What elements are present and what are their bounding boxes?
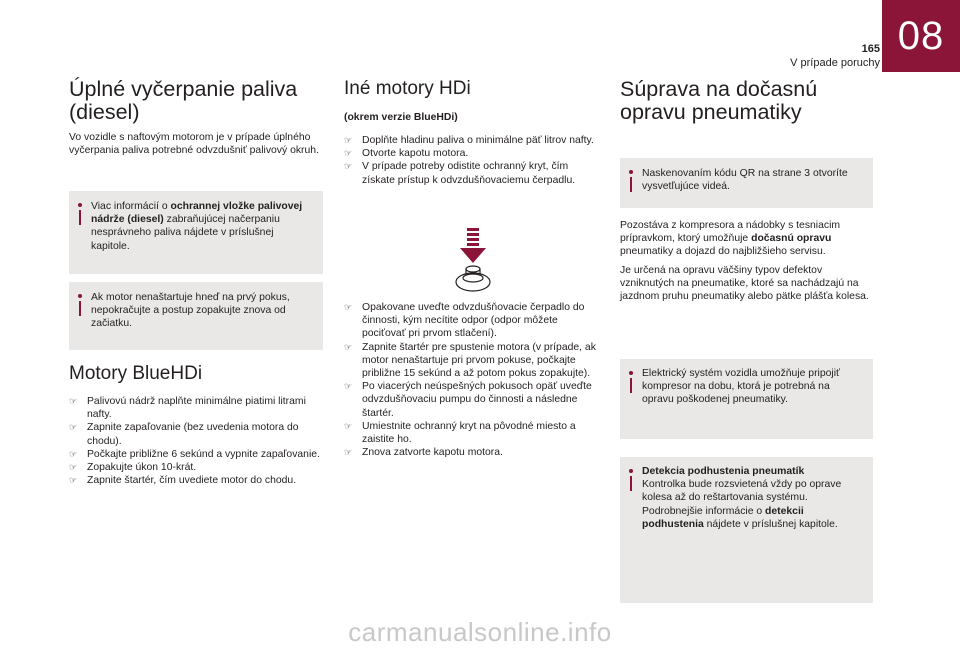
info-text: Naskenovaním kódu QR na strane 3 otvoríte vysvetľujúce videá. xyxy=(642,168,848,193)
info-box-fuel-filler xyxy=(69,191,323,274)
watermark: carmanualsonline.info xyxy=(348,617,612,647)
bluehdi-steps xyxy=(69,395,324,487)
list-item: ☞ Opakovane uveďte odvzdušňovacie čerpadlo do činnosti, kým necítite odpor (odpor môžete pociťovať pri prvom stlačení). xyxy=(344,302,585,340)
subtitle-except-bluehdi: (okrem verzie BlueHDi) xyxy=(344,112,458,123)
title-line-1: Súprava na dočasnú xyxy=(620,77,818,101)
chapter-tab: 08 xyxy=(882,0,960,72)
info-text: Viac informácií o ochrannej vložke palivovej nádrže (diesel) zabraňujúcej načerpaniu nesprávneho paliva nájdete v príslušnej kapitole. xyxy=(91,201,303,252)
list-item: ☞ Doplňte hladinu paliva o minimálne päť litrov nafty. xyxy=(344,135,594,146)
section-title-bluehdi: Motory BlueHDi xyxy=(69,363,203,384)
info-text: Elektrický systém vozidla umožňuje pripojiť kompresor na dobu, ktorá je potrebná na opravu poškodenej pneumatiky. xyxy=(642,368,840,406)
page-number: 165 xyxy=(861,43,880,55)
title-line-1: Úplné vyčerpanie paliva xyxy=(69,77,298,101)
info-text: Ak motor nenaštartuje hneď na prvý pokus, nepokračujte a postup zopakujte znova od začiatku. xyxy=(91,292,290,330)
list-item: ☞ Umiestnite ochranný kryt na pôvodné miesto a zaistite ho. xyxy=(344,420,576,446)
info-icon xyxy=(627,371,635,393)
list-item: ☞ Zapnite zapaľovanie (bez uvedenia motora do chodu). xyxy=(69,422,299,447)
pump-knob-icon xyxy=(456,266,490,291)
title-line-2: (diesel) xyxy=(69,100,140,124)
title-other-hdi: Iné motory HDi xyxy=(344,78,471,99)
title-fuel-exhaustion xyxy=(69,78,324,124)
list-item: ☞ Po viacerých neúspešných pokusoch opäť uveďte odvzdušňovaciu pumpu do činnosti a následne štartér. xyxy=(344,381,592,419)
info-text: Podrobnejšie informácie o detekcii podhustenia nájdete v príslušnej kapitole. xyxy=(642,505,838,530)
press-arrow-icon xyxy=(460,228,486,263)
info-icon xyxy=(627,469,635,491)
info-icon xyxy=(627,170,635,192)
info-box-retry xyxy=(69,282,323,350)
list-item: ☞ V prípade potreby odistite ochranný kryt, čím získate prístup k odvzdušňovaciemu čerpadlu. xyxy=(344,161,576,186)
intro-paragraph: Vo vozidle s naftovým motorom je v prípade úplného vyčerpania paliva potrebné odvzdušniť palivový okruh. xyxy=(69,132,319,157)
section-name: V prípade poruchy xyxy=(790,57,880,69)
list-item: ☞ Palivovú nádrž naplňte minimálne piatimi litrami nafty. xyxy=(69,396,306,421)
info-title: Detekcia podhustenia pneumatík xyxy=(642,466,805,477)
info-text: Kontrolka bude rozsvietená vždy po oprave kolesa až do reštartovania systému. xyxy=(642,479,842,504)
title-line-2: opravu pneumatiky xyxy=(620,100,802,124)
list-item: ☞ Zopakujte úkon 10-krát. xyxy=(69,462,197,474)
info-box-underinflation xyxy=(620,457,873,603)
repair-kit-description: Pozostáva z kompresora a nádobky s tesniacim prípravkom, ktorý umožňuje dočasnú opravu pneumatiky a dojazd do najbližšieho servisu. xyxy=(620,220,841,258)
info-box-qr xyxy=(620,158,873,208)
hdi-steps-a xyxy=(344,134,600,187)
info-box-electrical xyxy=(620,359,873,439)
column-1 xyxy=(69,78,324,124)
list-item: ☞ Otvorte kapotu motora. xyxy=(344,148,469,160)
list-item: ☞ Zapnite štartér, čím uvediete motor do chodu. xyxy=(69,475,297,487)
info-icon xyxy=(76,203,84,225)
priming-pump-illustration xyxy=(450,225,498,301)
list-item: ☞ Zapnite štartér pre spustenie motora (v prípade, ak motor nenaštartuje pri prvom pokuse, počkajte približne 15 sekúnd a až potom pokus zopakujte). xyxy=(344,341,596,380)
list-item: ☞ Znova zatvorte kapotu motora. xyxy=(344,447,503,459)
list-item: ☞ Počkajte približne 6 sekúnd a vypnite zapaľovanie. xyxy=(69,448,320,460)
title-repair-kit xyxy=(620,78,875,124)
info-icon xyxy=(76,294,84,316)
repair-kit-usage: Je určená na opravu väčšiny typov defektov vzniknutých na pneumatike, ktoré sa nachádzajú na jazdnom pruhu pneumatiky alebo pätke plášťa kolesa. xyxy=(620,265,869,303)
hdi-steps-b xyxy=(344,301,600,459)
